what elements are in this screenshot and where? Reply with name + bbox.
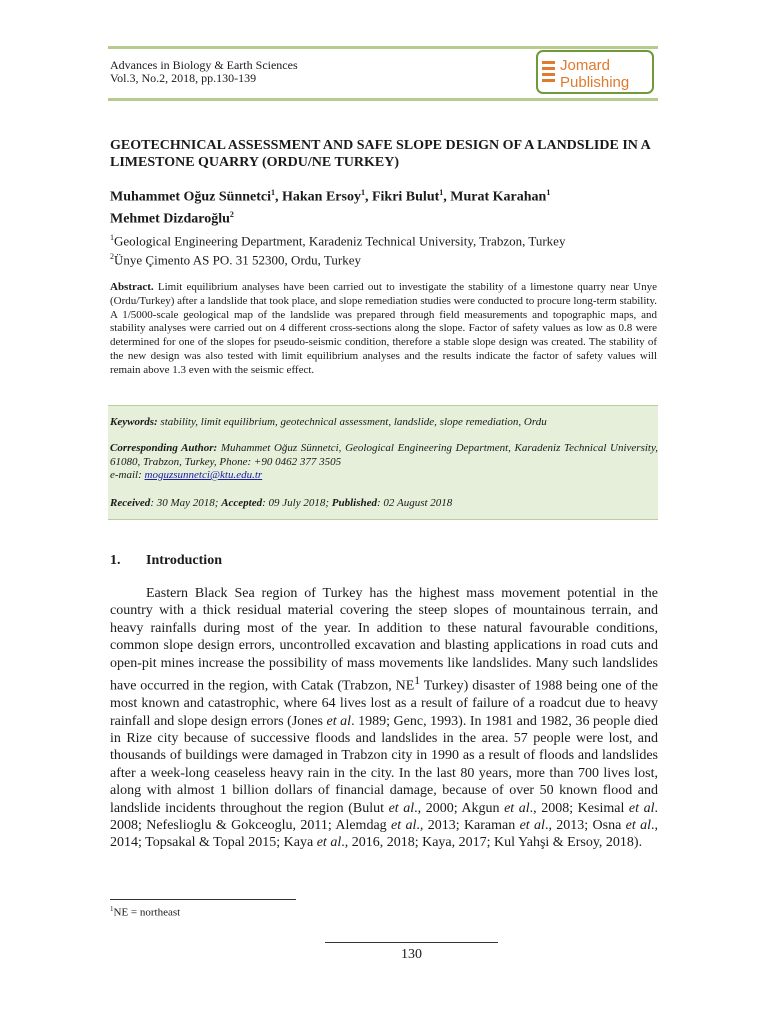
text-run: ., 2013; Osna [544,817,626,833]
footnote-text: NE = northeast [113,906,181,919]
header-bottom-rule [108,98,658,101]
logo-line1: Jomard [560,57,611,74]
author-sup: 1 [360,188,365,197]
affil-sup: 2 [110,252,114,262]
text-run: ., 2013; Karaman [416,817,520,833]
author-name: Muhammet Oğuz Sünnetci [110,189,271,205]
affiliation-2 [110,249,655,268]
etal: et al [316,835,342,851]
footnote [110,905,180,919]
received-label: Received [110,497,151,509]
affil-sup: 1 [110,233,114,242]
etal: et al [326,713,352,729]
volume-info: Vol.3, No.2, 2018, pp.130-139 [110,71,257,85]
text-run: ., 2008; Kesimal [529,800,629,816]
author-sup: 2 [229,209,234,219]
text-run: Eastern Black Sea region of Turkey has the highest mass movement potential in the country with a thick residual material covering the steep slopes of mountainous terrain, and heavy rainfalls during most of the year. In addition to these natural favourable conditions, common slope design errors, uncontrolled excavation and blasting applications in road cuts and open-pit mines increase the possibility of mass movements like landslides. Many such landslides have occurred in the region, with Catak (Trabzon, NE [110,586,658,694]
email-link[interactable]: moguzsunnetci@ktu.edu.tr [144,469,263,481]
article-info-box [108,405,658,520]
affil-text: Geological Engineering Department, Karadeniz Technical University, Trabzon, Turkey [114,233,566,249]
footnote-sup: 1 [110,905,114,913]
header-top-rule [108,46,658,49]
text-run: ., 2016, 2018; Kaya, 2017; Kul Yahşi & Ersoy, 2018). [341,835,643,851]
published-date: : 02 August 2018 [377,497,453,509]
keywords [110,416,658,430]
author-name: Mehmet Dizdaroğlu [110,211,230,227]
page-number: 130 [401,947,422,962]
etal: et al [388,800,415,816]
box-divider [108,519,658,520]
accepted-date: : 09 July 2018; [262,497,332,509]
keywords-text: stability, limit equilibrium, geotechnical assessment, landslide, slope remediation, Ordu [160,416,547,428]
keywords-label: Keywords: [110,416,158,428]
text-run: . 1989; Genc, 1993). In 1981 and 1982, 36 people died in Rize city because of successive floods and landslides in the area. 57 people were lost, and thousands of buildings were damaged in Trabzon city in 1990 as a result of floods and landslides after a week-long ceaseless heavy rain in the city. In the last 80 years, more than 700 lives lost, along with almost 1 billion dollars of financial damage, because of over 50 known flood and landslide incidents throughout the region (Bulut [110,713,659,816]
section-title: Introduction [146,553,222,568]
email-label: e-mail: [110,469,142,481]
corresponding-label: Corresponding Author: [110,442,218,454]
affiliations [110,230,655,269]
author-name: Hakan Ersoy [282,189,361,205]
abstract [110,281,657,378]
etal: et al [628,800,655,816]
box-divider [108,405,658,406]
text-run: ., 2000; Akgun [414,800,505,816]
author-list: Muhammet Oğuz Sünnetci$^1$, Hakan Ersoy$^1$, Fikri Bulut$^1$, Murat Karahan$^1$ Mehmet Dizdaroğlu$^2$ [110,188,551,227]
text-run: ., 2014; Topsakal & Topal 2015; Kaya [110,817,658,851]
paper-title: GEOTECHNICAL ASSESSMENT AND SAFE SLOPE DESIGN OF A LANDSLIDE IN A LIMESTONE QUARRY (ORDU/NE TURKEY) [110,138,650,170]
etal: et al [391,817,417,833]
footnote-rule [110,899,296,900]
text-run: Turkey) disaster of 1988 being one of the most known and catastrophic, where 64 lives lost as a result of failure of a roadcut due to heavy rainfall and slope design errors (Jones [110,678,659,729]
affil-text: Ünye Çimento AS PO. 31 52300, Ordu, Turkey [114,252,362,268]
logo-line2: Publishing [560,74,630,91]
section-heading [110,553,222,569]
paragraph [110,585,658,852]
publication-dates [110,497,658,511]
text-run: . 2008; Nefeslioglu & Gokceoglu, 2011; Alemdag [110,800,658,833]
footnote-ref[interactable]: 1 [414,674,421,688]
corresponding-text: Muhammet Oğuz Sünnetci, Geological Engineering Department, Karadeniz Technical University, 61080, Trabzon, Turkey, Phone: +90 0462 377 3505 [110,442,658,468]
abstract-label: Abstract. [110,281,154,293]
journal-info [110,59,298,85]
author-sup: 1 [439,188,444,197]
accepted-label: Accepted [221,497,263,509]
page-number-rule [325,942,498,943]
author-name: Murat Karahan [450,189,547,205]
author-sup: 1 [546,188,551,197]
received-date: : 30 May 2018; [150,497,222,509]
etal: et al [504,800,530,816]
etal: et al [625,817,651,833]
section-number: 1. [110,553,121,568]
author-name: Fikri Bulut [371,189,440,205]
introduction-body [110,585,658,852]
affiliation-1 [110,230,655,249]
published-label: Published [331,497,378,509]
etal: et al [519,817,545,833]
abstract-text: Limit equilibrium analyses have been carried out to investigate the stability of a limestone quarry near Unye (Ordu/Turkey) after a landslide that took place, and slope remediation studies were conducted to procure long-term stability. A 1/5000-scale geological map of the landslide was prepared through field measurements and topographic maps, and stability analyses were carried out on 4 different cross-sections along the slope. Factor of safety values as low as 0.8 were determined for one of the slopes for pseudo-seismic condition, therefore a stable slope design was created. The stability of the new design was also tested with limit equilibrium analyses and the results indicate the factor of safety values will remain above 1.3 even with the seismic effect. [110,281,657,376]
journal-name: Advances in Biology & Earth Sciences [110,58,298,72]
jomard-publishing-logo [536,50,654,94]
corresponding-author [110,442,658,483]
author-sup: 1 [271,188,275,197]
